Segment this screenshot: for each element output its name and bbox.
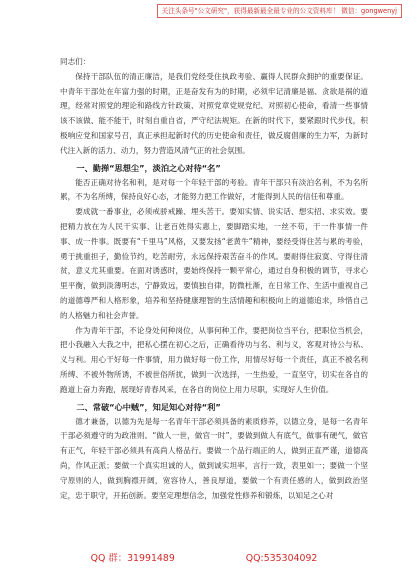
- page-footer: [0, 553, 408, 565]
- section1-paragraph-2: 要成就一番事业，必须戒骄戒躁、埋头苦干。要知实情、说实话、想实招、求实效。要把精力放在为人民干实事、让老百姓得实惠上，要脚踏实地，一丝不苟，干一件事情一件事、成一件事。既要有“千里马”风格，又要发扬“老黄牛”精神，要经受得住苦与累的考验，勇于挑重担子，勤俭节约，吃苦耐劳，永远保持艰苦奋斗的作风。要耐得住寂寞、守得住清贫，意义尤其重要。在面对诱惑时，要始终保持一颗平常心，通过自身积极的调节，寻求心里平衡，做到淡薄明志，宁静致远，要慎独自律，防微杜渐，在日常工作、生活中重视自己的道德尊严和人格形象，培养和坚持健康理智的生活情趣和积极向上的道德追求，珍惜自己的人格魅力和社会声誉。: [60, 207, 368, 320]
- section1-paragraph-3: 作为青年干部，不论身处何种岗位，从事何种工作，要把岗位当平台，把职位当机会，把小我融入大我之中，把私心摆在初心之后，正确看待功与名、利与义，客观对待公与私、义与利。用心干好每一件事情，用力做好每一份工作，用情尽好每一个责任，真正不被名利所缚、不被外物所诱，不被世俗所扰，做到一次选择，一生热爱，一直坚守，切实在各自的跑道上奋力奔跑，展现好青春风采，在各自的岗位上用力尽职，实现好人生价值。: [60, 325, 368, 394]
- speech-body: [60, 55, 368, 503]
- section2-paragraph-1: 德才兼备，以德为先是每一名青年干部必须具备的素质修养，以德立身，是每一名青年干部必须遵守的为政准则。“做人一世，做官一时”，要做到做人有底气，做事有硬气，做官有正气，年轻干部必须具有高尚人格品行。要做一个品行端正的人，做到正直严谨，道德高尚，作风正派；要做一个真实坦诚的人，做到诚实坦率，言行一致，表里如一；要做一个坚守原则的人，做到胸襟开阔，宽容待人，善良厚道，要做一个有责任感的人，做到政治坚定，忠于职守，开拓创新。要坚定理想信念，加强党性修养和锻炼，以知足之心对: [60, 416, 368, 500]
- section-heading-1: 一、勤掸“思想尘”，淡泊之心对待“名”: [76, 162, 221, 173]
- footer-qq-number: QQ:535304092: [245, 553, 318, 564]
- greeting: 同志们：: [60, 57, 91, 66]
- footer-qq-group: QQ 群：31991489: [90, 553, 175, 564]
- section-heading-2: 二、常破“心中贼”，知足知心对待“利”: [76, 401, 221, 412]
- promo-banner: 关注头条号"公文研究"，获得最新最全最专业的公文资料库！ 微信：gongwenyj: [157, 4, 402, 18]
- section1-paragraph-1: 能否正确对待名和利，是对每一个年轻干部的考验。青年干部只有淡泊名利，不为名所累，不为名所缚，保持良好心态，才能努力把工作做好，才能得到人民的信任和尊重。: [60, 177, 368, 202]
- intro-paragraph: 保持干部队伍的清正廉洁，是我们党经受住执政考验、赢得人民群众拥护的重要保证。中青年干部处在年富力强的时期，正是奋发有为的时期，必须牢记清廉是福、贪欲是祸的道理，经常对照党的理论和路线方针政策、对照党章党规党纪、对照初心使命，看清一些事情该不该做、能不能干，时刻自重自省，严守纪法规矩。在新的时代下，要紧跟时代步伐，积极响应党和国家号召，真正承担起新时代的历史使命和责任，做反腐倡廉的生力军，为新时代注入新的活力、动力，努力营造风清气正的社会氛围。: [60, 71, 368, 155]
